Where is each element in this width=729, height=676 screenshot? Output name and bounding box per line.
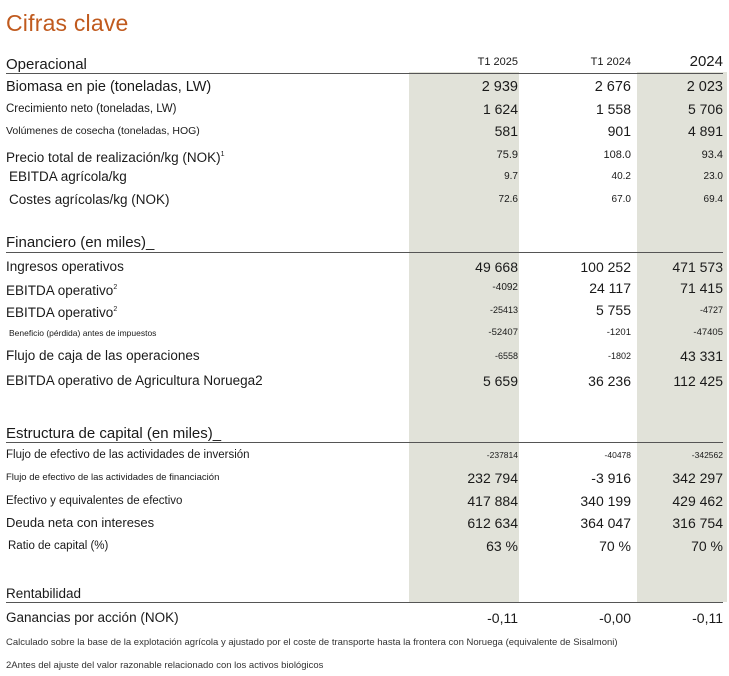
row-label <box>6 299 117 324</box>
value-t1-2025: 63 % <box>486 538 518 554</box>
row-label: Ingresos operativos <box>6 259 124 274</box>
value-2024: 71 415 <box>680 280 723 296</box>
divider <box>6 602 723 603</box>
value-2024: 23.0 <box>703 171 723 182</box>
value-t1-2025: 1 624 <box>482 101 518 117</box>
row-label: Beneficio (pérdida) antes de impuestos <box>9 328 157 338</box>
divider <box>6 252 723 253</box>
row-label: EBITDA agrícola/kg <box>9 169 127 184</box>
value-t1-2025: -237814 <box>486 450 518 460</box>
value-2024: 93.4 <box>701 149 723 161</box>
value-2024: 4 891 <box>687 123 723 139</box>
value-t1-2025: 72.6 <box>498 194 518 205</box>
value-t1-2024: 36 236 <box>588 373 631 389</box>
value-2024: 342 297 <box>672 470 723 486</box>
row-label: Volúmenes de cosecha (toneladas, HOG) <box>6 125 200 137</box>
value-t1-2025: -25413 <box>489 305 518 315</box>
table-row <box>0 467 729 489</box>
value-t1-2024: 5 755 <box>595 302 631 318</box>
table-row <box>0 444 729 466</box>
table-row <box>0 490 729 512</box>
value-t1-2024: -40478 <box>604 450 631 460</box>
value-t1-2025: 417 884 <box>467 493 518 509</box>
value-t1-2024: 901 <box>607 123 631 139</box>
value-2024: -4727 <box>699 305 723 315</box>
value-t1-2025: 5 659 <box>482 373 518 389</box>
value-t1-2025: -4092 <box>492 282 518 293</box>
value-t1-2025: 2 939 <box>481 79 518 95</box>
value-t1-2024: 340 199 <box>580 493 631 509</box>
value-t1-2024: 1 558 <box>595 101 631 117</box>
table-row <box>0 512 729 534</box>
divider <box>6 442 723 443</box>
row-label: Biomasa en pie (toneladas, LW) <box>6 79 212 95</box>
row-label: Flujo de caja de las operaciones <box>6 348 200 363</box>
table-row <box>0 535 729 557</box>
value-t1-2025: 75.9 <box>496 149 518 161</box>
value-t1-2024: 24 117 <box>589 280 631 296</box>
value-t1-2024: 100 252 <box>580 259 631 275</box>
row-label: Costes agrícolas/kg (NOK) <box>9 192 170 207</box>
value-2024: 429 462 <box>672 493 723 509</box>
footnote-marker: 2 <box>113 306 118 313</box>
section-heading-operacional: Operacional <box>6 56 87 73</box>
table-row <box>0 189 729 211</box>
value-2024: 5 706 <box>687 101 723 117</box>
table-row <box>0 98 729 120</box>
table-row <box>0 120 729 142</box>
value-t1-2025: -0,11 <box>487 610 518 626</box>
section-heading-financiero: Financiero (en miles)_ <box>6 234 155 251</box>
value-2024: 69.4 <box>703 194 723 205</box>
table-row <box>0 144 729 166</box>
table-row <box>0 76 729 98</box>
value-t1-2024: 108.0 <box>603 149 631 161</box>
value-t1-2025: 49 668 <box>475 259 518 275</box>
row-label: Flujo de efectivo de las actividades de financiación <box>6 472 220 483</box>
table-row <box>0 299 729 321</box>
footnote-marker: 2 <box>113 284 118 291</box>
row-label: Crecimiento neto (toneladas, LW) <box>6 103 177 115</box>
value-2024: -342562 <box>691 450 723 460</box>
value-t1-2024: 2 676 <box>594 79 631 95</box>
divider <box>6 73 723 74</box>
row-label: Ganancias por acción (NOK) <box>6 610 179 625</box>
value-t1-2025: 232 794 <box>467 470 518 486</box>
value-2024: 112 425 <box>673 373 723 389</box>
value-t1-2024: -1201 <box>606 327 631 338</box>
value-2024: 471 573 <box>672 259 723 275</box>
value-t1-2024: 40.2 <box>611 171 631 182</box>
table-row <box>0 166 729 188</box>
table-row <box>0 322 729 344</box>
footnote-marker: 1 <box>220 151 225 158</box>
row-label: Ratio de capital (%) <box>8 540 109 552</box>
value-2024: -0,11 <box>692 610 723 626</box>
row-label: EBITDA operativo de Agricultura Noruega2 <box>6 373 263 388</box>
column-header-t1-2025: T1 2025 <box>477 56 518 68</box>
table-row <box>0 607 729 629</box>
value-2024: 70 % <box>691 538 723 554</box>
value-t1-2024: 67.0 <box>611 194 631 205</box>
value-t1-2024: 70 % <box>599 538 631 554</box>
footnote-2: 2Antes del ajuste del valor razonable relacionado con los activos biológicos <box>6 660 324 671</box>
value-2024: 2 023 <box>686 79 723 95</box>
column-header-t1-2024: T1 2024 <box>590 56 631 68</box>
value-t1-2024: 364 047 <box>580 515 631 531</box>
value-t1-2025: 9.7 <box>504 171 518 182</box>
row-label: Efectivo y equivalentes de efectivo <box>6 495 183 507</box>
table-row <box>0 370 729 392</box>
column-header-2024: 2024 <box>689 53 723 70</box>
section-heading-rentabilidad: Rentabilidad <box>6 586 82 601</box>
value-t1-2024: -0,00 <box>599 610 631 626</box>
value-2024: -47405 <box>693 327 723 338</box>
value-t1-2025: -52407 <box>488 327 518 338</box>
table-row <box>0 256 729 278</box>
value-t1-2025: 612 634 <box>467 515 518 531</box>
row-label-text: EBITDA operativo <box>6 305 114 320</box>
value-t1-2024: -1802 <box>607 351 631 361</box>
value-t1-2024: -3 916 <box>591 470 631 486</box>
value-t1-2025: -6558 <box>494 351 518 361</box>
footnote-1: Calculado sobre la base de la explotación agrícola y ajustado por el coste de transporte hasta la frontera con Noruega (equivalente de Sisalmoni) <box>6 637 618 648</box>
value-2024: 316 754 <box>672 515 723 531</box>
row-label-text: EBITDA operativo <box>6 283 114 298</box>
value-2024: 43 331 <box>680 348 723 364</box>
row-label: Flujo de efectivo de las actividades de inversión <box>6 449 250 461</box>
table-row <box>0 277 729 299</box>
page-title: Cifras clave <box>6 10 129 36</box>
table-row <box>0 345 729 367</box>
row-label-text: Precio total de realización/kg (NOK) <box>6 150 221 165</box>
row-label: Deuda neta con intereses <box>6 515 155 530</box>
value-t1-2025: 581 <box>494 123 518 139</box>
section-heading-capital: Estructura de capital (en miles)_ <box>6 425 222 442</box>
